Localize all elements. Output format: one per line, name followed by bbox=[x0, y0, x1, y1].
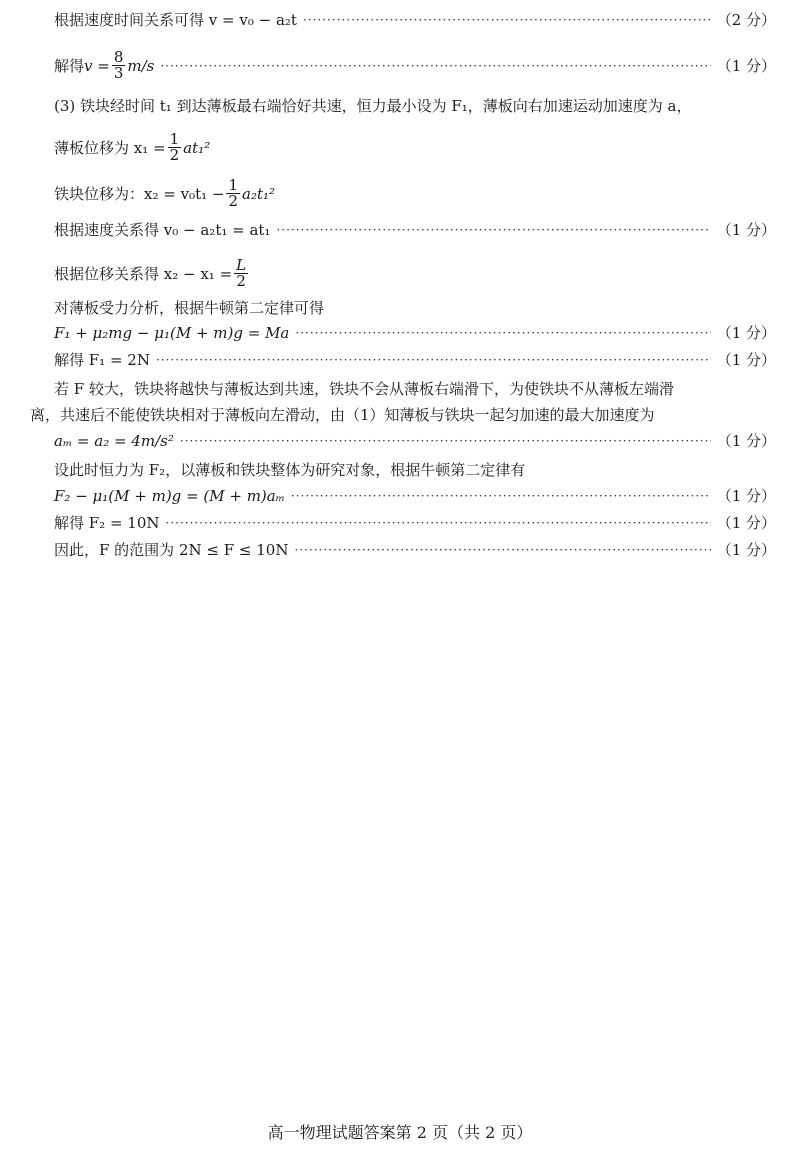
line-text: 解得 F₂ = 10N bbox=[54, 514, 160, 532]
fraction-denominator: 2 bbox=[169, 146, 180, 164]
line-text: 离，共速后不能使铁块相对于薄板向左滑动，由（1）知薄板与铁块一起匀加速的最大加速度为 bbox=[30, 406, 655, 424]
line-text: 根据速度时间关系可得 v = v₀ − a₂t bbox=[54, 11, 297, 29]
line-suffix: m/s bbox=[127, 56, 155, 75]
solution-line-14 bbox=[54, 460, 776, 480]
fraction bbox=[226, 178, 240, 209]
dot-leader bbox=[303, 10, 711, 30]
dot-leader bbox=[276, 220, 710, 240]
fraction-numerator: 8 bbox=[113, 48, 124, 66]
line-text: 若 F 较大，铁块将越快与薄板达到共速，铁块不会从薄板右端滑下，为使铁块不从薄板左端滑 bbox=[54, 380, 674, 398]
score-mark: （1 分） bbox=[716, 432, 776, 450]
dot-leader bbox=[180, 431, 711, 451]
line-text: (3) 铁块经时间 t₁ 到达薄板最右端恰好共速，恒力最小设为 F₁，薄板向右加速运动加速度为 a， bbox=[54, 97, 692, 115]
score-mark: （1 分） bbox=[716, 541, 776, 559]
dot-leader bbox=[291, 486, 711, 506]
line-prefix: 铁块位移为：x₂ = v₀t₁ − bbox=[54, 184, 225, 203]
score-mark: （1 分） bbox=[716, 221, 776, 239]
line-text: 设此时恒力为 F₂，以薄板和铁块整体为研究对象，根据牛顿第二定律有 bbox=[54, 461, 526, 479]
solution-line-16 bbox=[54, 513, 776, 533]
solution-line-4 bbox=[54, 132, 776, 163]
dot-leader bbox=[166, 513, 711, 533]
solution-line-1 bbox=[54, 10, 776, 30]
line-text: aₘ = a₂ = 4m/s² bbox=[54, 432, 174, 450]
line-text: F₂ − μ₁(M + m)g = (M + m)aₘ bbox=[54, 487, 285, 505]
line-text: 根据速度关系得 v₀ − a₂t₁ = at₁ bbox=[54, 221, 271, 239]
fraction bbox=[112, 50, 126, 81]
solution-line-10 bbox=[54, 350, 776, 370]
line-text: F₁ + μ₂mg − μ₁(M + m)g = Ma bbox=[54, 324, 290, 342]
line-text: 对薄板受力分析，根据牛顿第二定律可得 bbox=[54, 299, 325, 317]
score-mark: （1 分） bbox=[716, 56, 776, 75]
score-mark: （1 分） bbox=[716, 514, 776, 532]
page-footer: 高一物理试题答案第 2 页（共 2 页） bbox=[267, 1123, 533, 1142]
fraction bbox=[234, 258, 248, 289]
solution-line-7 bbox=[54, 258, 776, 289]
line-prefix: 根据位移关系得 x₂ − x₁ = bbox=[54, 264, 233, 283]
solution-line-13 bbox=[54, 431, 776, 451]
solution-line-2 bbox=[54, 50, 776, 81]
score-mark: （2 分） bbox=[716, 11, 776, 29]
solution-line-3 bbox=[54, 96, 776, 116]
fraction-denominator: 2 bbox=[228, 192, 238, 210]
line-prefix: 薄板位移为 x₁ = bbox=[54, 138, 166, 157]
line-text: 因此，F 的范围为 2N ≤ F ≤ 10N bbox=[54, 541, 289, 559]
line-prefix: 解得 bbox=[54, 56, 85, 75]
solution-line-8 bbox=[54, 298, 776, 318]
dot-leader bbox=[156, 350, 711, 370]
fraction-denominator: 2 bbox=[236, 272, 246, 290]
solution-line-12 bbox=[30, 405, 776, 425]
line-suffix: at₁² bbox=[183, 138, 211, 157]
fraction-numerator: 1 bbox=[228, 176, 238, 194]
score-mark: （1 分） bbox=[716, 351, 776, 369]
solution-line-15 bbox=[54, 486, 776, 506]
line-suffix: a₂t₁² bbox=[242, 184, 276, 203]
line-text: 解得 F₁ = 2N bbox=[54, 351, 150, 369]
solution-line-6 bbox=[54, 220, 776, 240]
solution-line-5 bbox=[54, 178, 776, 209]
dot-leader bbox=[295, 323, 710, 343]
dot-leader bbox=[160, 56, 710, 76]
solution-line-9 bbox=[54, 323, 776, 343]
score-mark: （1 分） bbox=[716, 487, 776, 505]
fraction-denominator: 3 bbox=[113, 64, 124, 82]
dot-leader bbox=[294, 540, 710, 560]
line-lhs: v = bbox=[84, 56, 110, 75]
solution-line-17 bbox=[54, 540, 776, 560]
fraction-numerator: L bbox=[236, 256, 247, 274]
score-mark: （1 分） bbox=[716, 324, 776, 342]
solution-line-11 bbox=[54, 379, 776, 399]
fraction-numerator: 1 bbox=[169, 130, 180, 148]
fraction bbox=[168, 132, 182, 163]
